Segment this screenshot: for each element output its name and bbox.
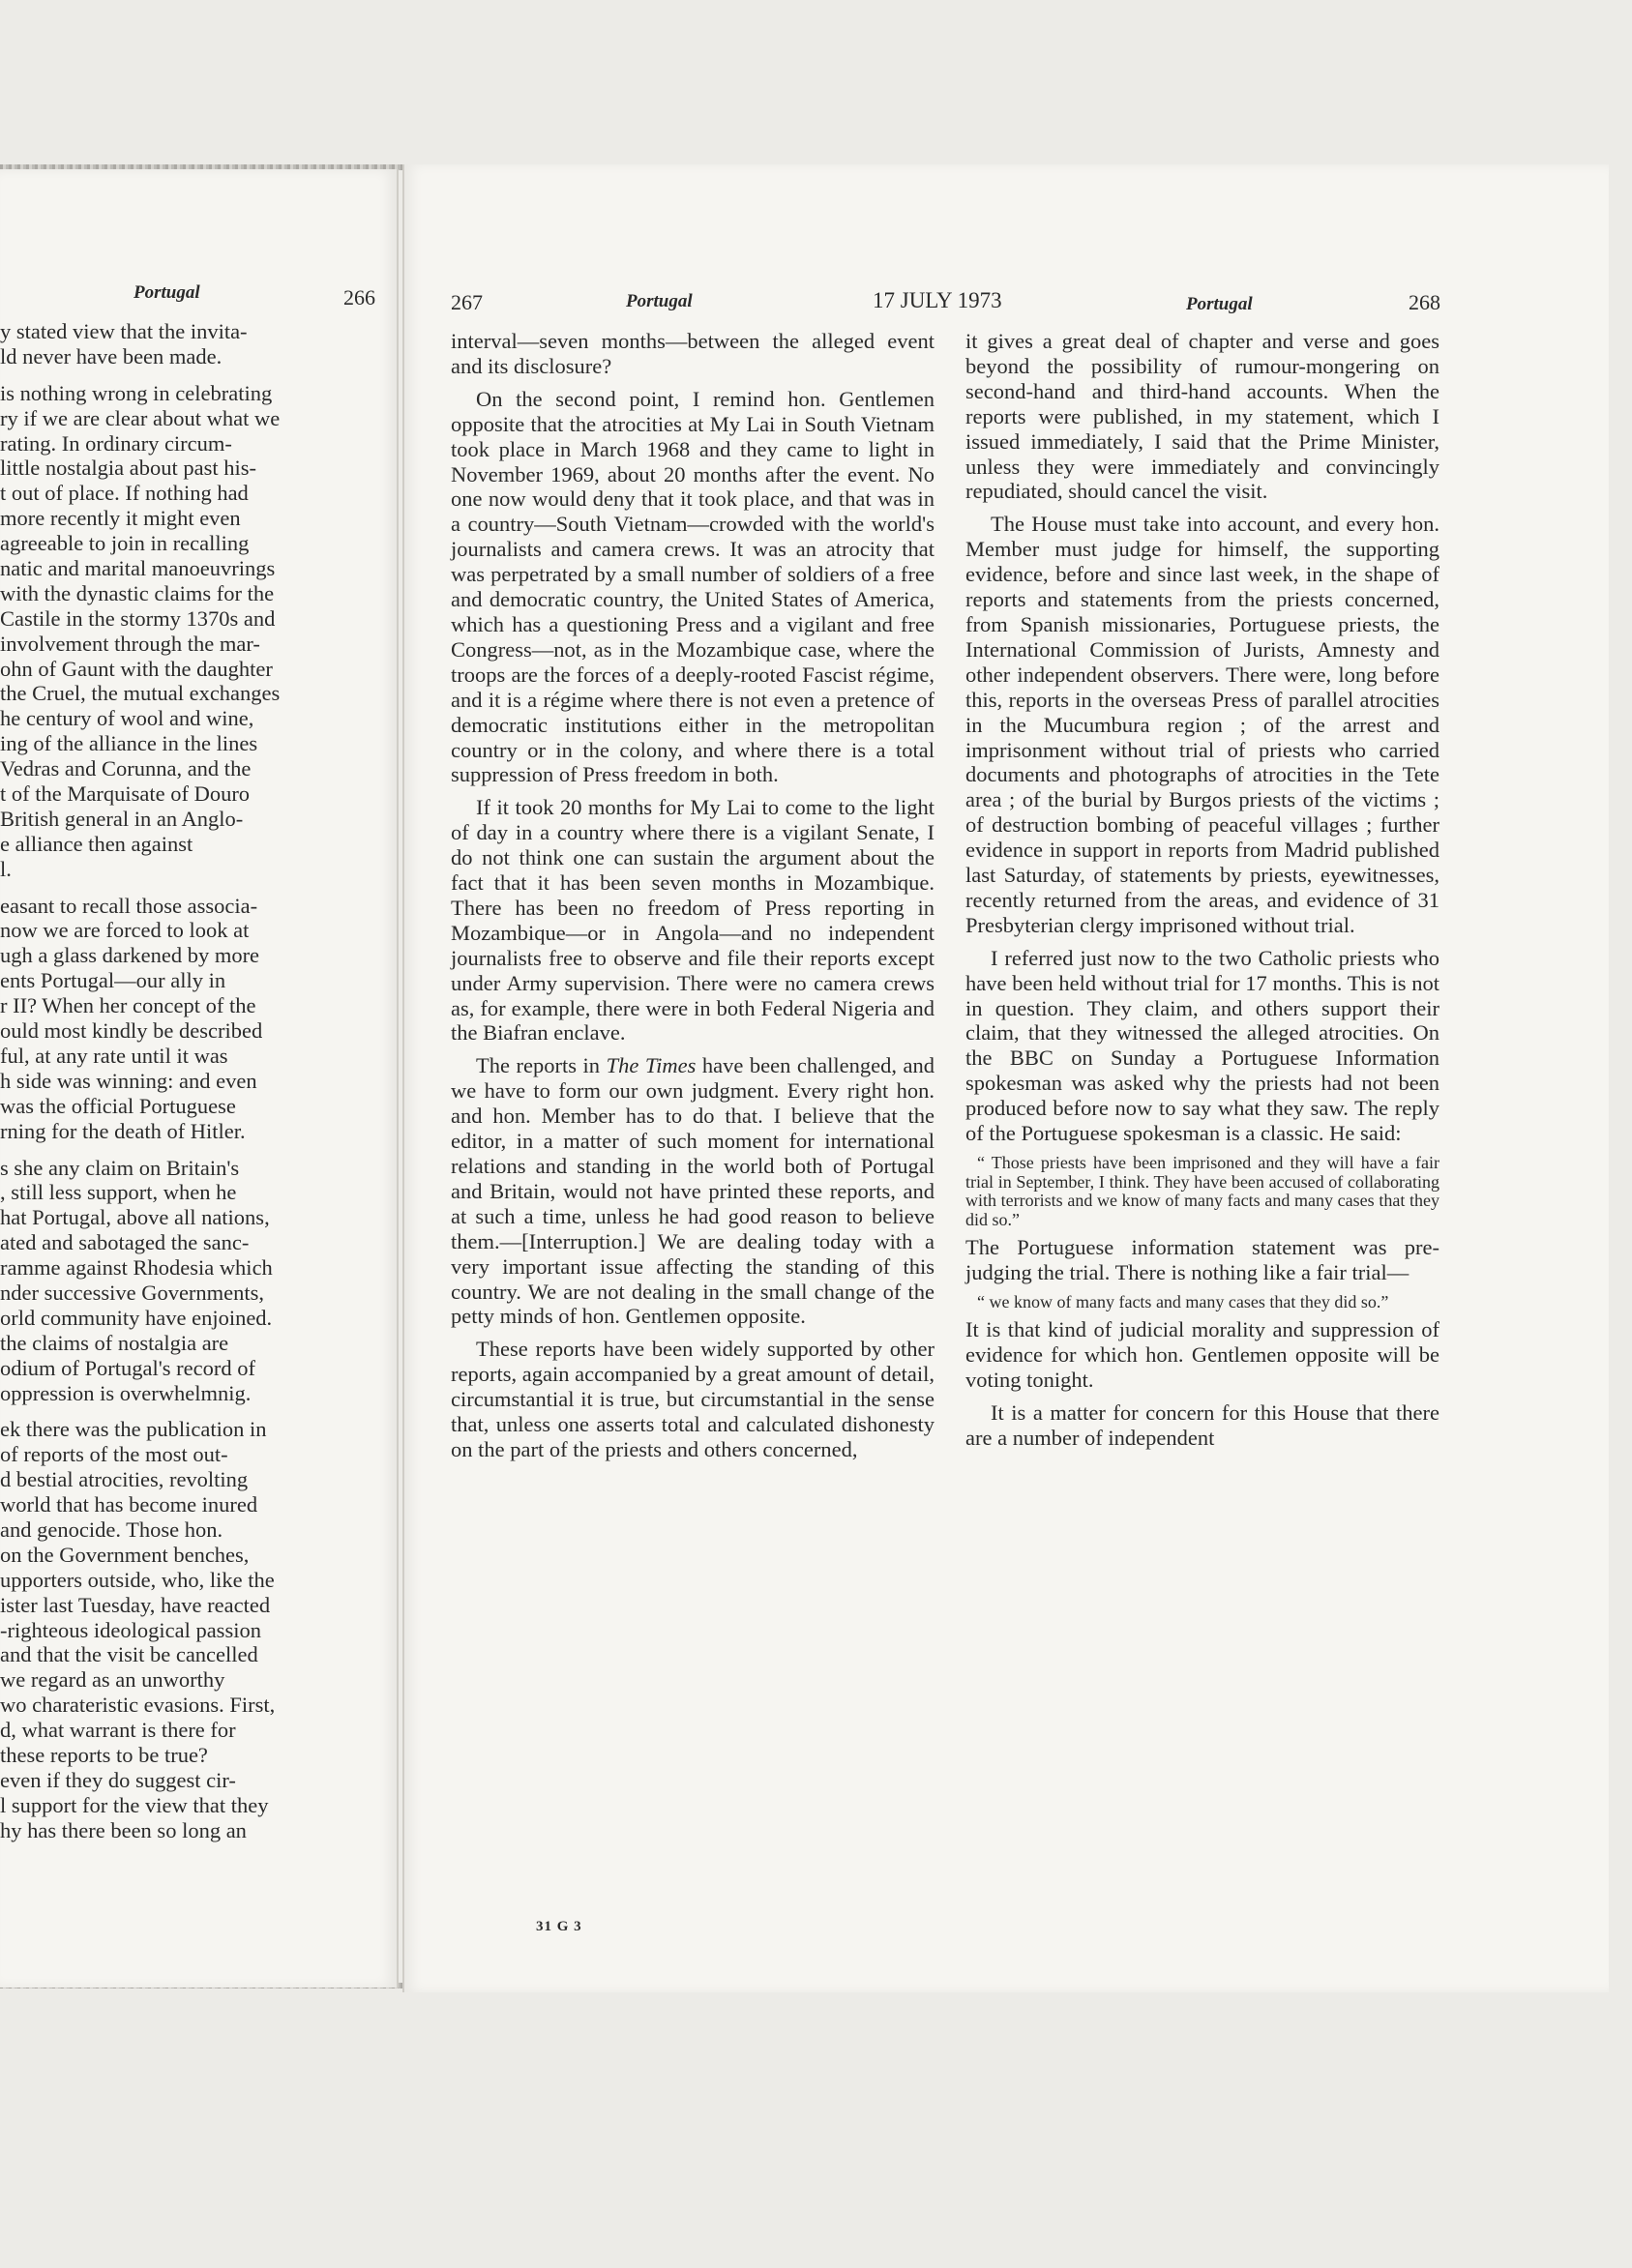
text-line: ould most kindly be described	[0, 1018, 263, 1044]
column-267	[451, 329, 935, 1470]
text-line: ing of the alliance in the lines	[0, 731, 258, 756]
left-running-title: Portugal	[134, 282, 200, 303]
left-page-column	[0, 319, 379, 1843]
text-line: l support for the view that they	[0, 1792, 269, 1817]
text-line: r II? When her concept of the	[0, 993, 256, 1018]
text-line: ful, at any rate until it was	[0, 1043, 228, 1068]
text-line: ugh a glass darkened by more	[0, 943, 260, 968]
text-line: t of the Marquisate of Douro	[0, 781, 251, 807]
column-268	[965, 329, 1439, 1458]
text-line: oppression is overwhelmnig.	[0, 1380, 252, 1405]
text-line: ry if we are clear about what we	[0, 405, 281, 430]
paragraph: If it took 20 months for My Lai to come to the light of day in a country where there is a vigilant Senate, I do not think one can sustain the argument about the fact that it has been seven months in Mozambique. There has been no freedom of Press reporting in Mozambique—or in Angola—and no independent journalists free to observe and file their reports except under Army supervision. There were no camera crews as, for example, there were in both Federal Nigeria and the Biafran enclave.	[451, 795, 935, 1046]
text-line: wo charateristic evasions. First,	[0, 1693, 276, 1718]
text-line: ek there was the publication in	[0, 1417, 267, 1442]
issue-date: 17 JULY 1973	[873, 288, 1002, 312]
text-line: d, what warrant is there for	[0, 1718, 236, 1743]
text-line: hat Portugal, above all nations,	[0, 1205, 270, 1230]
text-line: l.	[0, 856, 12, 881]
paragraph: interval—seven months—between the alleged event and its disclosure?	[451, 329, 935, 378]
paragraph: On the second point, I remind hon. Gentlemen opposite that the atrocities at My Lai in South Vietnam took place in March 1968 and they came to light in November 1969, about 20 months after the event. No one now would deny that it took place, and that was in a country—South Vietnam—crowded with the world's journalists and camera crews. It was an atrocity that was perpetrated by a small number of soldiers of a free and democratic country, the United States of America, which has a questioning Press and a vigilant and free Congress—not, as in the Mozambique case, where the troops are the forces of a deeply-rooted Fascist régime, and it is a régime where there is not even a pretence of democratic institutions either in the metropolitan country or in the colony, and where there is a total suppression of Press freedom in both.	[451, 386, 935, 787]
text-line: h side was winning: and even	[0, 1068, 257, 1093]
text-line: odium of Portugal's record of	[0, 1355, 256, 1380]
text-line: and that the visit be cancelled	[0, 1642, 258, 1667]
block-quote: “ Those priests have been imprisoned and they will have a fair trial in September, I think. They have been accused of collaborating with terrorists and we know of many facts and many cases that they did so.”	[965, 1153, 1439, 1229]
paragraph: These reports have been widely supported by other reports, again accompanied by a great amount of detail, circumstantial it is true, but circumstantial in the sense that, unless one asserts total and calculated dishonesty on the part of the priests and others concerned,	[451, 1337, 935, 1461]
text-line: rating. In ordinary circum-	[0, 430, 232, 456]
paragraph: it gives a great deal of chapter and verse and goes beyond the possibility of rumour-mongering on second-hand and third-hand accounts. When the reports were published, in my statement, which I issued immediately, I said that the Prime Minister, unless they were immediately and convincingly repudiated, should cancel the visit.	[965, 329, 1439, 504]
running-title-left: Portugal	[626, 291, 693, 311]
text-line: y stated view that the invita-	[0, 319, 248, 343]
text-line: was the official Portuguese	[0, 1093, 236, 1118]
text-line: and genocide. Those hon.	[0, 1517, 223, 1542]
text-line: ents Portugal—our ally in	[0, 968, 226, 993]
text-line: natic and marital manoeuvrings	[0, 556, 276, 581]
text-line: involvement through the mar-	[0, 631, 260, 656]
text-line: t out of place. If nothing had	[0, 481, 249, 506]
paragraph: It is a matter for concern for this House that there are a number of independent	[965, 1400, 1439, 1450]
paragraph: The House must take into account, and every hon. Member must judge for himself, the supporting evidence, before and since last week, in the shape of reports and statements from the priests concerned, from Spanish missionaries, Portuguese priests, the International Commission of Jurists, Amnesty and other independent observers. There were, long before this, reports in the overseas Press of parallel atrocities in the Mucumbura region ; of the arrest and imprisonment without trial of priests who carried documents and photographs of atrocities in the Tete area ; of the burial by Burgos priests of the victims ; of destruction bombing of peaceful villages ; further evidence in support in reports from Madrid published last Saturday, of statements by priests, eyewitnesses, recently returned from the areas, and evidence of 31 Presbyterian clergy imprisoned without trial.	[965, 512, 1439, 937]
paragraph-gap	[0, 1405, 379, 1417]
text-line: hy has there been so long an	[0, 1817, 247, 1842]
page-number-267: 267	[451, 290, 483, 314]
text-line: we regard as an unworthy	[0, 1667, 225, 1693]
text-line: upporters outside, who, like the	[0, 1567, 275, 1592]
left-running-head	[134, 279, 200, 304]
text-line: he century of wool and wine,	[0, 706, 254, 731]
text-line: d bestial atrocities, revolting	[0, 1467, 249, 1492]
paragraph-gap	[0, 882, 379, 894]
block-quote: “ we know of many facts and many cases that they did so.”	[977, 1291, 1389, 1311]
text-line: is nothing wrong in celebrating	[0, 380, 273, 405]
text-line: the claims of nostalgia are	[0, 1330, 229, 1355]
text-line: more recently it might even	[0, 506, 241, 531]
text-line: ohn of Gaunt with the daughter	[0, 656, 273, 681]
text-line: world that has become inured	[0, 1492, 258, 1517]
text-line: these reports to be true?	[0, 1742, 208, 1767]
text-line: of reports of the most out-	[0, 1442, 228, 1467]
running-title-right: Portugal	[1186, 294, 1253, 314]
page-number-268: 268	[1409, 290, 1440, 314]
signature-mark: 31 G 3	[536, 1919, 582, 1934]
text-line: ld never have been made.	[0, 343, 223, 368]
text-line: rning for the death of Hitler.	[0, 1118, 246, 1143]
paragraph: It is that kind of judicial morality and suppression of evidence for which hon. Gentlemen opposite will be voting tonight.	[965, 1317, 1439, 1393]
newspaper-title: The Times	[606, 1053, 697, 1078]
text-line: s she any claim on Britain's	[0, 1155, 240, 1180]
text-line: on the Government benches,	[0, 1542, 250, 1567]
text-line: little nostalgia about past his-	[0, 456, 256, 481]
text-line: even if they do suggest cir-	[0, 1767, 236, 1792]
text-line: British general in an Anglo-	[0, 806, 244, 831]
text-line: , still less support, when he	[0, 1180, 237, 1205]
text-line: orld community have enjoined.	[0, 1305, 273, 1330]
paragraph-gap	[0, 1144, 379, 1156]
paragraph: The Portuguese information statement was pre-judging the trial. There is nothing like a fair trial—	[965, 1235, 1439, 1284]
paragraph: The reports in The Times have been challenged, and we have to form our own judgment. Every right hon. and hon. Member has to do that. I believe that the editor, in a matter of such moment for international relations and standing in the world both of Portugal and Britain, would not have printed these reports, and at such a time, unless he had good reason to believe them.—[Interruption.] We are dealing today with a very important issue affecting the standing of this country. We are not dealing in the small change of the petty minds of hon. Gentlemen opposite.	[451, 1053, 935, 1329]
text-line: -righteous ideological passion	[0, 1617, 261, 1642]
text-line: e alliance then against	[0, 831, 193, 856]
text-line: ated and sabotaged the sanc-	[0, 1230, 250, 1255]
text-line: the Cruel, the mutual exchanges	[0, 681, 281, 706]
text-line: nder successive Governments,	[0, 1280, 265, 1305]
text-line: ister last Tuesday, have reacted	[0, 1592, 271, 1617]
text-line: easant to recall those associa-	[0, 893, 258, 918]
text-line: ramme against Rhodesia which	[0, 1255, 273, 1281]
text-line: agreeable to join in recalling	[0, 531, 250, 556]
left-page-number: 266	[343, 285, 375, 309]
text-line: with the dynastic claims for the	[0, 580, 275, 605]
text-line: now we are forced to look at	[0, 918, 250, 943]
text-line: Vedras and Corunna, and the	[0, 756, 252, 781]
paragraph: I referred just now to the two Catholic priests who have been held without trial for 17 months. This is not in question. They claim, and others support their claim, that they witnessed the alleged atrocities. On the BBC on Sunday a Portuguese Information spokesman was asked why the priests had not been produced before now to say what they saw. The reply of the Portuguese spokesman is a classic. He said:	[965, 945, 1439, 1146]
text-line: Castile in the stormy 1370s and	[0, 605, 276, 631]
paragraph-gap	[0, 369, 379, 381]
